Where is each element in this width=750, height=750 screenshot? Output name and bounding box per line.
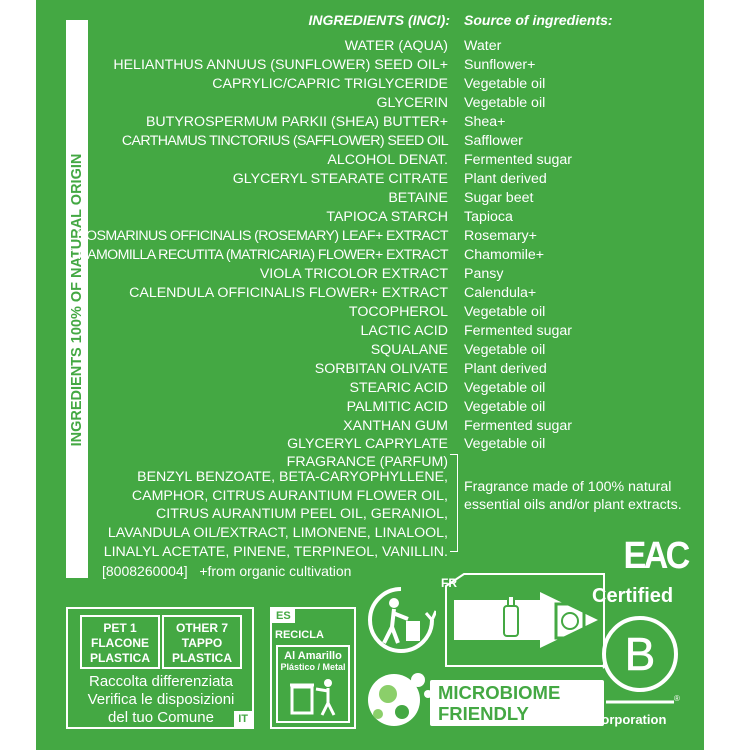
recycling-line: del tuo Comune [108,709,214,726]
ingredient-name: WATER (AQUA) [344,38,448,54]
ingredient-name: BETAINE [388,190,448,206]
country-tag-es: ES [272,609,295,623]
ingredient-source: Calendula+ [464,285,537,301]
ingredient-source: Chamomile+ [464,247,545,263]
ingredient-row [36,418,704,437]
ingredient-row [36,266,704,285]
material-code: OTHER 7 [175,621,228,635]
person-bin-icon [290,677,340,717]
ingredient-source: Plant derived [464,171,547,187]
ingredient-name: CAPRYLIC/CAPRIC TRIGLYCERIDE [212,76,448,92]
ingredient-name: TOCOPHEROL [348,304,448,320]
recycling-line: Raccolta differenziata [89,673,233,690]
ingredient-source: Sugar beet [464,190,534,206]
fr-recycling-info [444,572,610,668]
microbiome-mark: * [602,660,608,676]
country-tag-it: IT [234,711,252,727]
recycling-it-box [66,607,254,729]
ingredient-name: SQUALANE [370,342,448,358]
fragrance-line: CITRUS AURANTIUM PEEL OIL, GERANIOL, [156,506,448,523]
ingredient-row [36,209,704,228]
ingredient-source: Vegetable oil [464,399,546,415]
ingredient-name: CALENDULA OFFICINALIS FLOWER+ EXTRACT [129,285,448,301]
fragrance-line: BENZYL BENZOATE, BETA-CARYOPHYLLENE, [137,469,448,485]
ingredient-name: ROSMARINUS OFFICINALIS (ROSEMARY) LEAF+ EXTRACT [76,228,448,244]
ingredient-name: HELIANTHUS ANNUUS (SUNFLOWER) SEED OIL+ [113,57,448,73]
material-type: PLASTICA [172,651,232,665]
eac-mark: EAC [623,535,688,577]
tidyman-icon [366,585,436,655]
fragrance-line: LAVANDULA OIL/EXTRACT, LIMONENE, LINALOOL, [107,525,448,542]
material-part: FLACONE [91,636,149,650]
material-part: TAPPO [181,636,223,650]
ingredient-source: Pansy [464,266,504,282]
ingredient-source: Sunflower+ [464,57,536,73]
ingredient-source: Fermented sugar [464,152,573,168]
ingredient-source: Vegetable oil [464,76,546,92]
ingredient-row [36,342,704,361]
source-header: Source of ingredients: [464,12,613,28]
ingredient-name: TAPIOCA STARCH [326,209,448,225]
material-code: PET 1 [103,621,137,635]
ingredient-row [36,323,704,342]
ingredient-row [36,436,704,455]
ingredient-row [36,304,704,323]
ingredient-name: CARTHAMUS TINCTORIUS (SAFFLOWER) SEED OIL [121,133,448,149]
ingredient-source: Fermented sugar [464,418,573,434]
bcorp-letter: B [624,628,656,680]
ingredient-source: Vegetable oil [464,95,546,111]
ingredient-row [36,247,704,266]
ingredient-row [36,361,704,380]
recicla-title: RECICLA [275,629,324,641]
cap-material-box [162,615,242,669]
ingredient-name: BUTYROSPERMUM PARKII (SHEA) BUTTER+ [145,114,448,130]
ingredient-source: Vegetable oil [464,342,546,358]
product-code: [8008260004] [102,563,188,579]
fragrance-source: Fragrance made of 100% natural essential oils and/or plant extracts. [464,479,682,513]
natural-origin-label: INGREDIENTS 100% OF NATURAL ORIGIN [69,153,85,447]
ingredient-name: STEARIC ACID [349,380,448,396]
bin-material: Plástico / Metal [280,662,346,672]
ingredient-row [36,38,704,57]
ingredient-name: SORBITAN OLIVATE [314,361,448,377]
ingredient-row [36,399,704,418]
ingredient-name: ALCOHOL DENAT. [327,152,448,168]
ingredients-header: INGREDIENTS (INCI): [308,12,450,28]
microbiome-line2: FRIENDLY [438,703,529,724]
bin-label: Al Amarillo [284,650,342,662]
bottle-material-box [80,615,160,669]
ingredient-name: VIOLA TRICOLOR EXTRACT [259,266,448,282]
fragrance-line: LINALYL ACETATE, PINENE, TERPINEOL, VANILLIN. [103,543,448,560]
ingredient-source: Vegetable oil [464,436,546,452]
ingredient-source: Vegetable oil [464,380,546,396]
ingredient-row [36,95,704,114]
label-panel [36,0,704,750]
microbiome-icon [366,664,436,734]
ingredient-source: Shea+ [464,114,506,130]
bcorp-logo [600,612,680,708]
microbiome-line1: MICROBIOME [438,682,561,703]
ingredient-source: Safflower [464,133,523,149]
fragrance-title: FRAGRANCE (PARFUM) [286,454,448,470]
bcorp-certified: Certified [592,585,674,607]
fragrance-components [104,468,448,562]
ingredient-row [36,152,704,171]
microbiome-badge [430,680,604,726]
ingredient-row [36,57,704,76]
material-type: PLASTICA [90,651,150,665]
ingredient-name: XANTHAN GUM [343,418,448,434]
recycling-line: Verifica le disposizioni [87,691,235,708]
organic-note: +from organic cultivation [199,563,352,579]
ingredient-source: Vegetable oil [464,304,546,320]
code-line [102,563,351,579]
ingredient-name: GLYCERYL CAPRYLATE [287,436,448,452]
ingredient-name: CHAMOMILLA RECUTITA (MATRICARIA) FLOWER+ EXTRACT [67,247,448,263]
ingredient-row [36,133,704,152]
ingredient-name: GLYCERIN [376,95,448,111]
ingredient-source: Fermented sugar [464,323,573,339]
ingredient-row [36,380,704,399]
ingredient-name: GLYCERYL STEARATE CITRATE [232,171,448,187]
bcorp-registered: ® [674,694,680,703]
ingredient-row [36,171,704,190]
bcorp-corporation: Corporation [592,712,667,727]
ingredient-row [36,190,704,209]
yellow-bin-box [276,645,350,723]
ingredient-row [36,76,704,95]
fragrance-bracket [450,454,458,552]
recycling-es-box [270,607,356,729]
ingredient-source: Tapioca [464,209,513,225]
ingredient-source: Plant derived [464,361,547,377]
ingredient-source: Rosemary+ [464,228,537,244]
ingredient-row [36,285,704,304]
ingredient-name: LACTIC ACID [360,323,448,339]
ingredient-row [36,114,704,133]
recycling-instructions [72,673,250,727]
country-tag-fr: FR [441,576,457,590]
ingredient-row [36,228,704,247]
ingredient-name: PALMITIC ACID [346,399,448,415]
fragrance-line: CAMPHOR, CITRUS AURANTIUM FLOWER OIL, [131,487,448,504]
ingredient-source: Water [464,38,502,54]
